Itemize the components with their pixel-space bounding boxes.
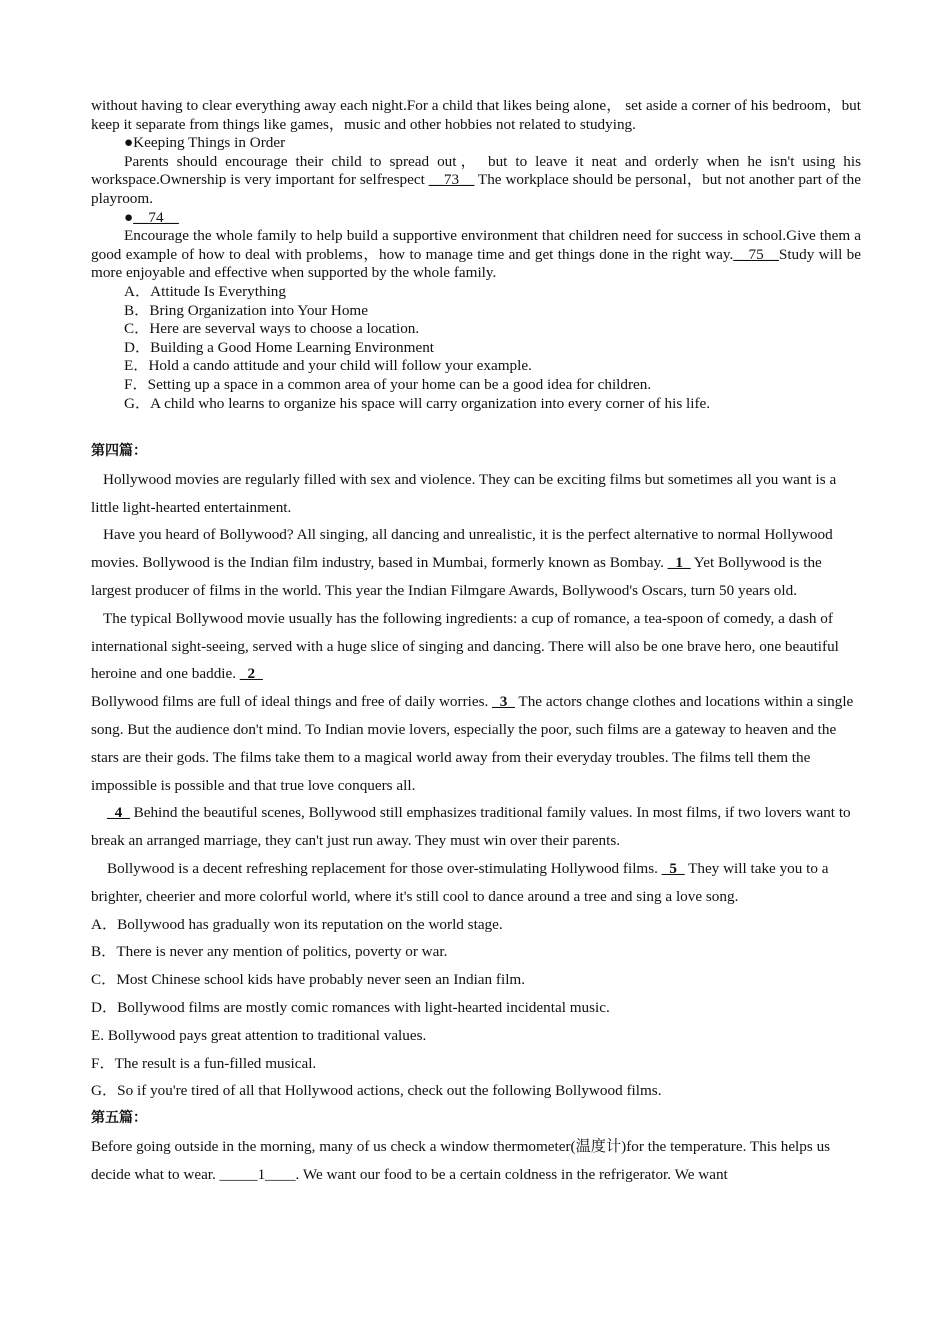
blank-2: _2_: [239, 665, 263, 683]
passage-3: [91, 97, 861, 413]
para-text: Bollywood is a decent refreshing replacement for those over-stimulating Hollywood films.: [107, 859, 662, 877]
para-text: They will take you to a brighter, cheerier and more colorful world, where it's still cool to dance around a tree and sing a love song.: [91, 859, 829, 905]
option-b: B．Bring Organization into Your Home: [124, 301, 368, 319]
para-text: Have you heard of Bollywood? All singing, all dancing and unrealistic, it is the perfect alternative to normal Hollywood movies. Bollywood is the Indian film industry, based in Mumbai, formerly known as Bombay.: [91, 526, 833, 572]
para-text: Study will be more enjoyable and effective when supported by the whole family.: [91, 245, 861, 282]
passage-4-para-5: [91, 799, 861, 855]
option-f: F．The result is a fun-filled musical.: [91, 1054, 317, 1072]
section-heading-74: [91, 209, 861, 228]
blank-4: _4_: [107, 804, 130, 822]
option-b: B．There is never any mention of politics, poverty or war.: [91, 943, 448, 961]
blank-75: __75__: [733, 245, 779, 263]
para-text: The typical Bollywood movie usually has the following ingredients: a cup of romance, a tea-spoon of comedy, a dash of international sight-seeing, served with a huge slice of singing and dancing. There will also be one brave hero, one beautiful heroine and one baddie.: [91, 609, 839, 683]
para-text: Bollywood films are full of ideal things and free of daily worries.: [91, 693, 493, 711]
passage-4-para-1: Hollywood movies are regularly filled with sex and violence. They can be exciting films but sometimes all you want is a little light-hearted entertainment.: [91, 470, 837, 516]
bullet: ●: [124, 208, 134, 226]
option-c: C．Most Chinese school kids have probably never seen an Indian film.: [91, 971, 526, 989]
option-g: G．So if you're tired of all that Hollywood actions, check out the following Bollywood films.: [91, 1082, 662, 1100]
passage-4-para-3: [91, 605, 861, 688]
passage-4-para-2: [91, 521, 861, 604]
option-g: G．A child who learns to organize his space will carry organization into every corner of his life.: [124, 394, 711, 412]
blank-1: _1_: [667, 554, 691, 572]
para-text: Yet Bollywood is the largest producer of films in the world. This year the Indian Filmgare Awards, Bollywood's Oscars, turn 50 years old.: [91, 554, 822, 599]
para-text: The workplace should be personal，but not another part of the playroom.: [91, 171, 861, 207]
option-a: A．Bollywood has gradually won its reputation on the world stage.: [91, 915, 503, 933]
option-d: D．Building a Good Home Learning Environment: [124, 338, 435, 356]
passage-3-para-3: [91, 227, 861, 283]
passage-5-heading: 第五篇：: [91, 1110, 147, 1127]
option-a: A．Attitude Is Everything: [124, 282, 286, 300]
passage-3-para-2: [91, 153, 861, 209]
option-d: D．Bollywood films are mostly comic romances with light-hearted incidental music.: [91, 998, 610, 1016]
option-e: E．Hold a cando attitude and your child will follow your example.: [124, 357, 532, 375]
blank-3: _3_: [492, 693, 515, 711]
passage-4-para-6: [91, 855, 861, 911]
para-text: Parents should encourage their child to spread out， but to leave it neat and orderly when he isn't using his workspace.Ownership is very important for selfrespect: [91, 152, 861, 189]
option-f: F．Setting up a space in a common area of your home can be a good idea for children.: [124, 375, 652, 393]
para-text: The actors change clothes and locations within a single song. But the audience don't mind. To Indian movie lovers, especially the poor, such films are a gateway to heaven and the stars are their gods. The films take them to a magical world away from their everyday troubles. The films tell them the impossible is possible and that true love conquers all.: [91, 693, 854, 794]
blank-73: __73__: [428, 171, 475, 189]
passage-3-para-1: without having to clear everything away each night.For a child that likes being alone， set aside a corner of his bedroom，but keep it separate from things like games，music and other hobbies not related to studying.: [91, 97, 861, 133]
passage-5-para-1: Before going outside in the morning, many of us check a window thermometer(温度计)for the temperature. This helps us decide what to wear. _____1____. We want our food to be a certain coldness in the refrigerator. We want: [91, 1137, 831, 1183]
option-e: E. Bollywood pays great attention to traditional values.: [91, 1026, 427, 1044]
blank-5: _5_: [661, 859, 685, 877]
section-heading-keeping-order: ●Keeping Things in Order: [124, 134, 286, 152]
blank-74: __74__: [133, 208, 179, 226]
passage-4: [91, 438, 861, 1189]
para-text: Encourage the whole family to help build a supportive environment that children need for success in school.Give them a good example of how to deal with problems，how to manage time and get things done in the right way.: [91, 227, 861, 263]
option-c: C．Here are severval ways to choose a location.: [124, 320, 420, 338]
passage-4-heading: 第四篇：: [91, 443, 147, 459]
para-text: Behind the beautiful scenes, Bollywood still emphasizes traditional family values. In most films, if two lovers want to break an arranged marriage, they can't just run away. They must win over their parents.: [91, 804, 851, 850]
passage-4-para-4: [91, 688, 861, 799]
